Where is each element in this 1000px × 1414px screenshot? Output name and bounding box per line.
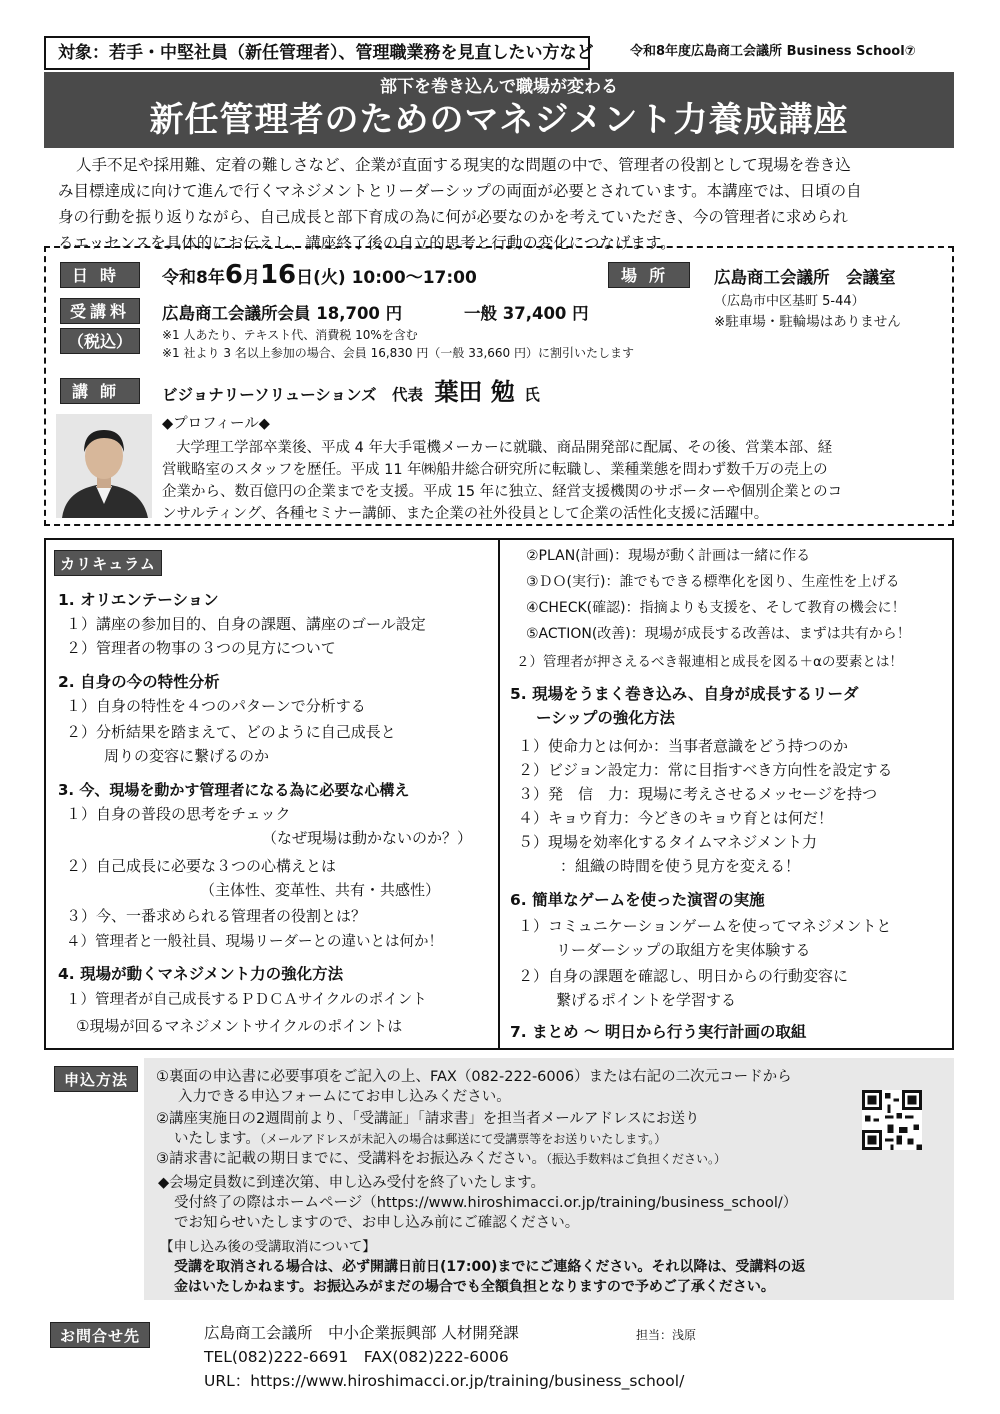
curriculum-item: ２）自身の課題を確認し、明日からの行動変容に [518, 967, 849, 985]
intro-line: 人手不足や採用難、定着の難しさなど、企業が直面する現実的な問題の中で、管理者の役割として現場を巻き込 [76, 156, 851, 174]
date-month-unit: 月 [242, 268, 260, 288]
contact-org: 広島商工会議所 中小企業振興部 人材開発課 [204, 1324, 519, 1342]
application-step [174, 1130, 666, 1149]
curriculum-heading: 1. オリエンテーション [58, 591, 219, 609]
curriculum-item: ３）発 信 力：現場に考えさせるメッセージを持つ [518, 785, 878, 803]
fee-discount-note: ※1 社より 3 名以上参加の場合、会員 16,830 円（一般 33,660 円）に割引いたします [162, 346, 635, 360]
page-title: 新任管理者のためのマネジメント力養成講座 [149, 100, 849, 140]
application-step: ①裏面の申込書に必要事項をご記入の上、FAX（082-222-6006）または右記の二次元コードから [156, 1069, 792, 1085]
cancel-text: 受講を取消される場合は、必ず開講日前日(17:00)までにご連絡ください。それ以降は、受講料の返 [174, 1259, 806, 1275]
lecturer-photo [56, 414, 152, 518]
curriculum-item: 繋げるポイントを学習する [556, 991, 737, 1009]
curriculum-item: １）講座の参加目的、自身の課題、講座のゴール設定 [66, 615, 426, 633]
profile-line: 大学理工学部卒業後、平成 4 年大手電機メーカーに就職、商品開発部に配属、その後、営業本部、経 [176, 440, 833, 456]
contact-tel-fax: TEL(082)222-6691 FAX(082)222-6006 [204, 1348, 509, 1366]
target-audience: 対象：若手・中堅社員（新任管理者）、管理職業務を見直したい方など [44, 36, 590, 70]
date-year: 令和8年 [162, 268, 225, 288]
venue-note: ※駐車場・駐輪場はありません [714, 314, 901, 330]
contact-tag: お問合せ先 [50, 1322, 150, 1348]
curriculum-divider [498, 538, 500, 1050]
fee-note: ※1 人あたり、テキスト代、消費税 10%を含む [162, 328, 418, 342]
application-step-note: （メールアドレスが未記入の場合は郵送にて受講票等をお送りいたします。） [259, 1132, 667, 1146]
curriculum-item: ２）ビジョン設定力：常に目指すべき方向性を設定する [518, 761, 893, 779]
curriculum-item: （なぜ現場は動かないのか？） [262, 829, 473, 847]
application-tag: 申込方法 [54, 1066, 138, 1092]
curriculum-item: ２）管理者が押さえるべき報連相と成長を図る＋αの要素とは！ [516, 654, 903, 670]
curriculum-item: リーダーシップの取組方を実体験する [556, 941, 811, 959]
cancel-heading: 【申し込み後の受講取消について】 [160, 1239, 376, 1255]
application-step: ②講座実施日の2週間前より、「受講証」「請求書」を担当者メールアドレスにお送り [156, 1111, 700, 1127]
curriculum-item: ⑤ACTION(改善)：現場が成長する改善は、まずは共有から！ [526, 626, 911, 642]
curriculum-item: ５）現場を効率化するタイムマネジメント力 [518, 833, 817, 851]
application-step-note: （振込手数料はご負担ください。） [546, 1152, 727, 1166]
profile-heading: ◆プロフィール◆ [162, 416, 270, 432]
curriculum-heading: 3. 今、現場を動かす管理者になる為に必要な心構え [58, 781, 410, 799]
fee-tax-tag: （税込） [60, 328, 140, 354]
fee-tag: 受講料 [60, 298, 140, 324]
intro-line: み目標達成に向けて進んで行くマネジメントとリーダーシップの両面が必要とされています。本講座では、日頃の自 [58, 182, 862, 200]
lecturer-tag: 講師 [60, 378, 140, 404]
lecturer-suffix: 氏 [524, 386, 540, 404]
curriculum-item: ４）キョウ育力：今どきのキョウ育とは何だ！ [518, 809, 834, 827]
fee-member: 広島商工会議所会員 18,700 円 [162, 304, 403, 323]
application-step-text: ③請求書に記載の期日までに、受講料をお振込みください。 [156, 1151, 546, 1167]
application-note: 受付終了の際はホームページ（https://www.hiroshimacci.or.jp/training/business_school/） [174, 1195, 798, 1211]
qr-code[interactable] [862, 1090, 922, 1150]
venue-name: 広島商工会議所 会議室 [714, 268, 896, 287]
curriculum-heading: 6. 簡単なゲームを使った演習の実施 [510, 891, 765, 909]
info-box [44, 246, 954, 526]
cancel-text: 金はいたしかねます。お振込みがまだの場合でも全額負担となりますので予めご了承ください。 [174, 1279, 775, 1295]
curriculum-item: ３）今、一番求められる管理者の役割とは？ [66, 907, 367, 925]
application-step-text: いたします。 [174, 1131, 260, 1147]
application-step [156, 1150, 726, 1169]
curriculum-heading: 2. 自身の今の特性分析 [58, 673, 220, 691]
curriculum-heading: ーシップの強化方法 [536, 709, 675, 727]
curriculum-item: ④CHECK(確認)：指摘よりも支援を、そして教育の機会に！ [526, 600, 906, 616]
subtitle: 部下を巻き込んで職場が変わる [380, 77, 618, 97]
curriculum-tag: カリキュラム [54, 550, 162, 576]
contact-person: 担当：浅原 [636, 1328, 697, 1342]
venue-tag: 場所 [608, 262, 690, 288]
date-time: 日(火) 10:00～17:00 [296, 268, 477, 288]
curriculum-item: １）自身の普段の思考をチェック [66, 805, 291, 823]
curriculum-item: ２）分析結果を踏まえて、どのように自己成長と [66, 723, 396, 741]
curriculum-item: １）管理者が自己成長するＰＤＣＡサイクルのポイント [66, 992, 427, 1008]
date-month: 6 [224, 260, 243, 290]
curriculum-item: ②PLAN(計画)：現場が動く計画は一緒に作る [526, 548, 811, 564]
date-day: 16 [259, 260, 297, 290]
curriculum-item: １）使命力とは何か：当事者意識をどう持つのか [518, 737, 849, 755]
date-tag: 日時 [60, 262, 140, 288]
lecturer [162, 378, 540, 409]
lecturer-org: ビジョナリーソリューションズ 代表 [162, 386, 424, 404]
lecturer-name: 葉田 勉 [434, 378, 515, 406]
curriculum-heading: 5. 現場をうまく巻き込み、自身が成長するリーダ [510, 685, 859, 703]
series-label: 令和8年度広島商工会議所 Business School⑦ [630, 44, 916, 59]
application-note: ◆会場定員数に到達次第、申し込み受付を終了いたします。 [158, 1175, 545, 1191]
title-banner [44, 72, 954, 148]
application-step: 入力できる申込フォームにてお申し込みください。 [178, 1089, 511, 1105]
profile-line: 営戦略室のスタッフを歴任。平成 11 年㈱船井総合研究所に転職し、業種業態を問わず数千万の売上の [162, 462, 828, 478]
curriculum-item: ①現場が回るマネジメントサイクルのポイントは [76, 1017, 403, 1035]
profile-line: 企業から、数百億円の企業までを支援。平成 15 年に独立、経営支援機関のサポーターや個別企業とのコ [162, 484, 843, 500]
curriculum-item: ２）管理者の物事の３つの見方について [66, 639, 336, 657]
event-date [162, 260, 477, 293]
curriculum-heading: 7. まとめ ～ 明日から行う実行計画の取組 [510, 1023, 807, 1041]
venue-address: （広島市中区基町 5-44） [714, 294, 865, 309]
curriculum-item: ：組織の時間を使う見方を変える！ [560, 857, 801, 875]
curriculum-item: ③ＤＯ(実行)：誰でもできる標準化を図り、生産性を上げる [526, 574, 900, 590]
curriculum-heading: 4. 現場が動くマネジメント力の強化方法 [58, 965, 344, 983]
fee-general: 一般 37,400 円 [464, 304, 589, 323]
contact-url[interactable]: URL：https://www.hiroshimacci.or.jp/training/business_school/ [204, 1372, 685, 1390]
intro-line: 身の行動を振り返りながら、自己成長と部下育成の為に何が必要なのかを考えていただき、今の管理者に求められ [58, 208, 848, 226]
curriculum-item: ２）自己成長に必要な３つの心構えとは [66, 857, 337, 875]
curriculum-item: ４）管理者と一般社員、現場リーダーとの違いとは何か！ [66, 934, 443, 950]
curriculum-item: 周りの変容に繋げるのか [104, 747, 270, 765]
curriculum-item: １）自身の特性を４つのパターンで分析する [66, 697, 366, 715]
application-note: でお知らせいたしますので、お申し込み前にご確認ください。 [174, 1215, 580, 1231]
curriculum-item: １）コミュニケーションゲームを使ってマネジメントと [518, 917, 892, 935]
profile-line: ンサルティング、各種セミナー講師、また企業の社外役員として企業の活性化支援に活躍中。 [162, 506, 769, 522]
intro-line: るエッセンスを具体的にお伝えし、講座終了後の自立的思考と行動の変化につなげます。 [58, 234, 676, 252]
curriculum-item: （主体性、変革性、共有・共感性） [200, 881, 441, 899]
